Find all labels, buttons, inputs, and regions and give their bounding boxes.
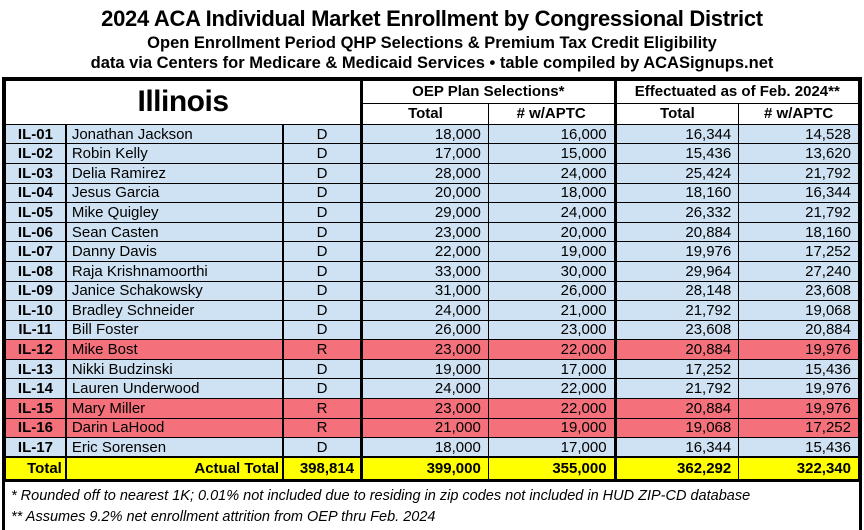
rep-name-cell: Janice Schakowsky [66, 281, 283, 301]
table-row [6, 438, 859, 458]
eff-total-cell: 29,964 [615, 261, 739, 281]
table-row [6, 399, 859, 419]
oep-aptc-cell: 17,000 [488, 438, 615, 458]
district-cell: IL-10 [6, 301, 66, 321]
oep-total-cell: 29,000 [362, 203, 489, 223]
footnotes-block [5, 482, 859, 530]
oep-total-cell: 21,000 [362, 418, 489, 438]
footnote-rounding: * Rounded off to nearest 1K; 0.01% not included due to residing in zip codes not included in HUD ZIP-CD database [11, 487, 751, 504]
title-block [0, 0, 864, 77]
party-cell: R [283, 399, 361, 419]
rep-name-cell: Darin LaHood [66, 418, 283, 438]
eff-total-cell: 20,884 [615, 399, 739, 419]
table-body [6, 124, 859, 457]
eff-aptc-cell: 19,976 [739, 399, 859, 419]
effectuated-group-header: Effectuated as of Feb. 2024** [615, 80, 858, 103]
table-row [6, 203, 859, 223]
table-row [6, 144, 859, 164]
rep-name-cell: Danny Davis [66, 242, 283, 262]
eff-total-cell: 28,148 [615, 281, 739, 301]
eff-aptc-cell: 17,252 [739, 242, 859, 262]
table-row [6, 183, 859, 203]
district-cell: IL-05 [6, 203, 66, 223]
oep-aptc-cell: 26,000 [488, 281, 615, 301]
party-cell: D [283, 242, 361, 262]
party-cell: D [283, 203, 361, 223]
rep-name-cell: Jesus Garcia [66, 183, 283, 203]
page-title: 2024 ACA Individual Market Enrollment by Congressional District [101, 6, 763, 31]
enrollment-table [5, 80, 859, 482]
oep-total-cell: 20,000 [362, 183, 489, 203]
table-row [6, 261, 859, 281]
eff-total-cell: 19,068 [615, 418, 739, 438]
actual-total-value-cell: 398,814 [283, 457, 361, 480]
oep-aptc-cell: 21,000 [488, 301, 615, 321]
table-row [6, 379, 859, 399]
party-cell: D [283, 379, 361, 399]
eff-aptc-cell: 21,792 [739, 203, 859, 223]
oep-aptc-cell: 19,000 [488, 242, 615, 262]
eff-total-header: Total [615, 103, 739, 124]
oep-aptc-cell: 15,000 [488, 144, 615, 164]
eff-total-cell: 16,344 [615, 124, 739, 144]
table-row [6, 281, 859, 301]
rep-name-cell: Robin Kelly [66, 144, 283, 164]
oep-aptc-cell: 30,000 [488, 261, 615, 281]
eff-aptc-cell: 20,884 [739, 320, 859, 340]
oep-aptc-cell: 18,000 [488, 183, 615, 203]
oep-group-header: OEP Plan Selections* [362, 80, 615, 103]
party-cell: D [283, 301, 361, 321]
state-header: Illinois [6, 80, 362, 124]
district-cell: IL-16 [6, 418, 66, 438]
page-subtitle: Open Enrollment Period QHP Selections & Premium Tax Credit Eligibility [147, 33, 717, 52]
eff-aptc-cell: 14,528 [739, 124, 859, 144]
eff-aptc-cell: 27,240 [739, 261, 859, 281]
party-cell: D [283, 281, 361, 301]
table-row [6, 163, 859, 183]
oep-aptc-cell: 22,000 [488, 379, 615, 399]
oep-total-cell: 24,000 [362, 379, 489, 399]
table-row [6, 418, 859, 438]
party-cell: D [283, 320, 361, 340]
oep-aptc-cell: 22,000 [488, 399, 615, 419]
oep-total-cell: 17,000 [362, 144, 489, 164]
district-cell: IL-14 [6, 379, 66, 399]
table-row [6, 340, 859, 360]
source-attribution: data via Centers for Medicare & Medicaid Services • table compiled by ACASignups.net [90, 54, 774, 73]
rep-name-cell: Raja Krishnamoorthi [66, 261, 283, 281]
eff-aptc-cell: 13,620 [739, 144, 859, 164]
district-cell: IL-13 [6, 359, 66, 379]
oep-total-cell: 23,000 [362, 222, 489, 242]
eff-aptc-cell: 21,792 [739, 163, 859, 183]
oep-aptc-header: # w/APTC [488, 103, 615, 124]
rep-name-cell: Jonathan Jackson [66, 124, 283, 144]
party-cell: R [283, 418, 361, 438]
eff-total-cell: 17,252 [615, 359, 739, 379]
rep-name-cell: Mike Bost [66, 340, 283, 360]
total-label-cell: Total [6, 457, 66, 480]
oep-total-cell: 23,000 [362, 340, 489, 360]
total-eff-aptc-cell: 322,340 [739, 457, 859, 480]
district-cell: IL-01 [6, 124, 66, 144]
rep-name-cell: Lauren Underwood [66, 379, 283, 399]
oep-aptc-cell: 17,000 [488, 359, 615, 379]
rep-name-cell: Eric Sorensen [66, 438, 283, 458]
party-cell: D [283, 183, 361, 203]
table-row [6, 222, 859, 242]
table-row [6, 124, 859, 144]
eff-aptc-cell: 19,976 [739, 379, 859, 399]
district-cell: IL-11 [6, 320, 66, 340]
enrollment-table-container [2, 77, 862, 530]
eff-total-cell: 18,160 [615, 183, 739, 203]
oep-total-cell: 33,000 [362, 261, 489, 281]
table-row [6, 242, 859, 262]
party-cell: D [283, 261, 361, 281]
district-cell: IL-08 [6, 261, 66, 281]
group-header-row [6, 80, 859, 103]
oep-total-cell: 24,000 [362, 301, 489, 321]
eff-total-cell: 26,332 [615, 203, 739, 223]
party-cell: D [283, 359, 361, 379]
total-row [6, 457, 859, 480]
oep-aptc-cell: 24,000 [488, 203, 615, 223]
oep-total-cell: 22,000 [362, 242, 489, 262]
oep-aptc-cell: 24,000 [488, 163, 615, 183]
oep-aptc-cell: 23,000 [488, 320, 615, 340]
party-cell: D [283, 222, 361, 242]
district-cell: IL-17 [6, 438, 66, 458]
district-cell: IL-09 [6, 281, 66, 301]
total-oep-aptc-cell: 355,000 [488, 457, 615, 480]
eff-total-cell: 20,884 [615, 222, 739, 242]
eff-aptc-cell: 18,160 [739, 222, 859, 242]
district-cell: IL-06 [6, 222, 66, 242]
table-row [6, 301, 859, 321]
eff-total-cell: 25,424 [615, 163, 739, 183]
district-cell: IL-15 [6, 399, 66, 419]
oep-total-cell: 23,000 [362, 399, 489, 419]
oep-total-cell: 31,000 [362, 281, 489, 301]
rep-name-cell: Mike Quigley [66, 203, 283, 223]
rep-name-cell: Bradley Schneider [66, 301, 283, 321]
eff-total-cell: 21,792 [615, 301, 739, 321]
party-cell: D [283, 144, 361, 164]
rep-name-cell: Nikki Budzinski [66, 359, 283, 379]
oep-aptc-cell: 20,000 [488, 222, 615, 242]
district-cell: IL-03 [6, 163, 66, 183]
party-cell: D [283, 124, 361, 144]
oep-total-cell: 18,000 [362, 124, 489, 144]
table-row [6, 320, 859, 340]
oep-aptc-cell: 16,000 [488, 124, 615, 144]
oep-total-cell: 26,000 [362, 320, 489, 340]
oep-aptc-cell: 22,000 [488, 340, 615, 360]
district-cell: IL-12 [6, 340, 66, 360]
rep-name-cell: Mary Miller [66, 399, 283, 419]
district-cell: IL-02 [6, 144, 66, 164]
eff-total-cell: 21,792 [615, 379, 739, 399]
oep-total-cell: 19,000 [362, 359, 489, 379]
rep-name-cell: Delia Ramirez [66, 163, 283, 183]
eff-total-cell: 16,344 [615, 438, 739, 458]
party-cell: D [283, 163, 361, 183]
eff-total-cell: 23,608 [615, 320, 739, 340]
eff-aptc-cell: 17,252 [739, 418, 859, 438]
eff-aptc-header: # w/APTC [739, 103, 859, 124]
eff-total-cell: 19,976 [615, 242, 739, 262]
eff-total-cell: 15,436 [615, 144, 739, 164]
district-cell: IL-07 [6, 242, 66, 262]
rep-name-cell: Bill Foster [66, 320, 283, 340]
footnote-attrition: ** Assumes 9.2% net enrollment attrition from OEP thru Feb. 2024 [11, 508, 436, 525]
oep-total-cell: 18,000 [362, 438, 489, 458]
total-oep-total-cell: 399,000 [362, 457, 489, 480]
party-cell: R [283, 340, 361, 360]
eff-aptc-cell: 15,436 [739, 438, 859, 458]
eff-aptc-cell: 19,976 [739, 340, 859, 360]
actual-total-label-cell: Actual Total [66, 457, 283, 480]
oep-total-header: Total [362, 103, 489, 124]
rep-name-cell: Sean Casten [66, 222, 283, 242]
party-cell: D [283, 438, 361, 458]
eff-aptc-cell: 15,436 [739, 359, 859, 379]
oep-aptc-cell: 19,000 [488, 418, 615, 438]
oep-total-cell: 28,000 [362, 163, 489, 183]
eff-aptc-cell: 23,608 [739, 281, 859, 301]
eff-aptc-cell: 19,068 [739, 301, 859, 321]
district-cell: IL-04 [6, 183, 66, 203]
eff-aptc-cell: 16,344 [739, 183, 859, 203]
eff-total-cell: 20,884 [615, 340, 739, 360]
table-row [6, 359, 859, 379]
total-eff-total-cell: 362,292 [615, 457, 739, 480]
